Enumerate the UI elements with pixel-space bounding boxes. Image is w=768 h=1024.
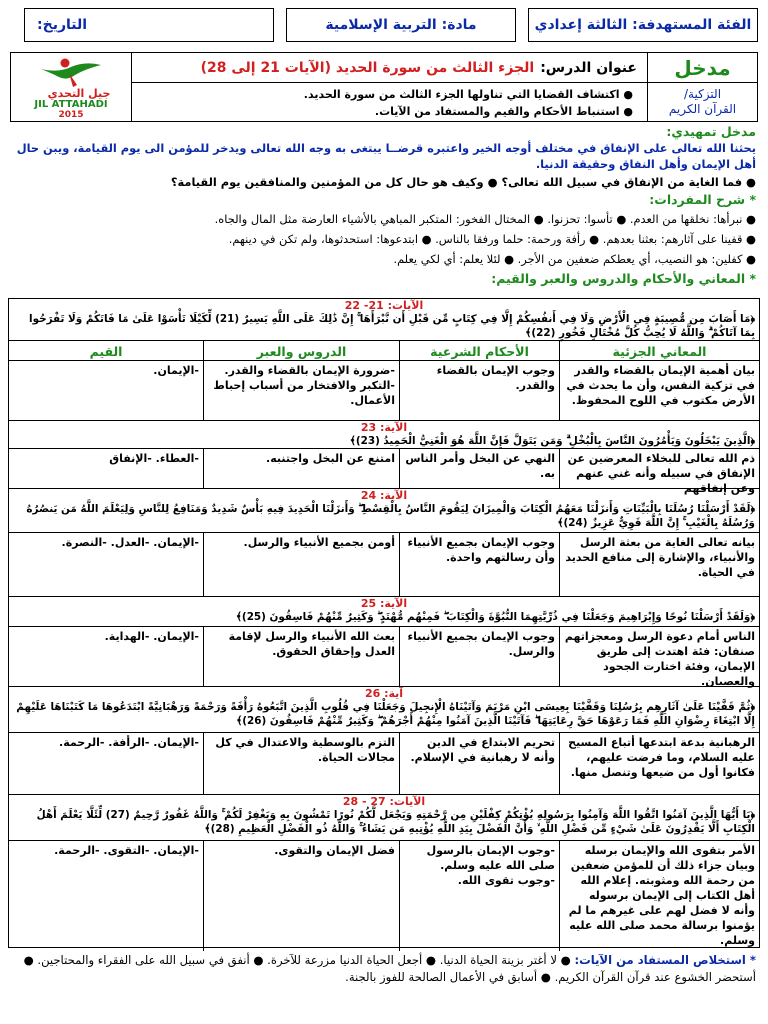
intro-section	[12, 124, 756, 287]
logo-year: 2015	[58, 110, 84, 120]
logo-latin: JIL ATTAHADI	[34, 99, 108, 110]
section-cell	[647, 53, 757, 121]
meanings-title: * المعاني والأحكام والدروس والعبر والقيم:	[491, 271, 756, 286]
verse-text: ﴿وَلَقَدْ أَرْسَلْنَا نُوحًا وَإِبْرَاهِيمَ وَجَعَلْنَا فِي ذُرِّيَّتِهِمَا النُّبُوَّةَ وَالْكِتَابَ ۖ فَمِنْهُم مُّهْتَدٍ ۖ وَكَثِيرٌ مِّنْهُمْ فَاسِقُونَ (25)﴾	[235, 611, 755, 623]
table-row	[9, 361, 759, 421]
verse-block	[9, 687, 759, 733]
lesson-cell: أومن بجميع الأنبياء والرسل.	[203, 533, 399, 596]
table-row	[9, 533, 759, 597]
takeaways-text: ● لا أغتر بزينة الحياة الدنيا. ● أجعل الحياة الدنيا مزرعة للآخرة. ● أنفق في سبيل الله على الفقراء والمحتاجين. ● أستحضر الخشوع عند قرآن القرآن الكريم. ● أسابق في الأعمال الصالحة للفوز بالجنة.	[23, 953, 756, 984]
verse-text: ﴿يَا أَيُّهَا الَّذِينَ آمَنُوا اتَّقُوا اللَّهَ وَآمِنُوا بِرَسُولِهِ يُؤْتِكُمْ كِفْلَيْنِ مِن رَّحْمَتِهِ وَيَجْعَل لَّكُمْ نُورًا تَمْشُونَ بِهِ وَيَغْفِرْ لَكُمْ ۚ وَاللَّهُ غَفُورٌ رَّحِيمٌ (27) لِّئَلَّا يَعْلَمَ أَهْلُ الْكِتَابِ أَلَّا يَقْدِرُونَ عَلَىٰ شَيْءٍ مِّن فَضْلِ اللَّهِ ۙ وَأَنَّ الْفَضْلَ بِيَدِ اللَّهِ يُؤْتِيهِ مَن يَشَاءُ ۚ وَاللَّهُ ذُو الْفَضْلِ الْعَظِيمِ (28)﴾	[36, 809, 755, 835]
subject-label: مادة: التربية الإسلامية	[286, 8, 516, 42]
value-cell: -الإيمان. -التقوى. -الرحمة.	[54, 844, 199, 857]
verse-block	[9, 489, 759, 533]
entry-line-2: القرآن الكريم	[668, 102, 737, 116]
ruling-cell: وجوب الإيمان بجميع الأنبياء وأن رسالتهم واحدة.	[399, 533, 559, 596]
lesson-cell: التزم بالوسطية والاعتدال في كل مجالات الحياة.	[203, 733, 399, 794]
goal-item: ● استنباط الأحكام والقيم والمستفاد من الآيات.	[374, 105, 633, 118]
verse-block	[9, 299, 759, 341]
lesson-title-row	[132, 53, 647, 83]
verse-title: الآية: 23	[360, 421, 408, 434]
ruling-cell: وجوب الإيمان بجميع الأنبياء والرسل.	[399, 627, 559, 686]
table-row	[9, 733, 759, 795]
goal-item: ● اكتشاف القضايا التي تناولها الجزء الثالث من سورة الحديد.	[303, 88, 633, 101]
value-cell: -الإيمان. -الرأفة. -الرحمة.	[59, 736, 199, 749]
meaning-cell: الناس أمام دعوة الرسل ومعجزاتهم صنفان: فئة اهتدت إلى طريق الإيمان، وفئة اختارت الجحود والعصيان.	[559, 627, 759, 686]
date-field: التاريخ:	[24, 8, 274, 42]
lesson-cell: بعث الله الأنبياء والرسل لإقامة العدل وإحقاق الحقوق.	[203, 627, 399, 686]
vocab-line: ● نبرأها: نخلقها من العدم. ● تأسوا: تحزنوا. ● المختال الفخور: المتكبر المباهي بالأشياء العارضة مثل المال والجاه.	[214, 212, 756, 226]
lesson-header	[10, 52, 758, 122]
meaning-cell: بيانه تعالى الغاية من بعثة الرسل والأنبياء، والإشارة إلى منافع الحديد في الحياة.	[559, 533, 759, 596]
column-header: الدروس والعبر	[203, 341, 399, 361]
ruling-cell: النهي عن البخل وأمر الناس به.	[399, 449, 559, 488]
logo	[11, 53, 131, 121]
analysis-table	[8, 298, 760, 948]
lesson-info	[131, 53, 647, 121]
lesson-cell: -ضرورة الإيمان بالقضاء والقدر. -التكبر والافتخار من أسباب إحباط الأعمال.	[203, 361, 399, 420]
table-row	[9, 449, 759, 495]
table-row	[9, 627, 759, 687]
target-category: الفئة المستهدفة: الثالثة إعدادي	[528, 8, 758, 42]
meaning-cell: الرهبانية بدعة ابتدعها أتباع المسيح عليه السلام، وما فرضت عليهم، فكانوا أول من ضيعها وتنصل منها.	[559, 733, 759, 794]
logo-arabic: جيل التحدي	[47, 87, 111, 100]
column-header: القيم	[89, 343, 123, 359]
intro-text: يحثنا الله تعالى على الإنفاق في مختلف أوجه الخير واعتبره قرضــا يبتغى به وجه الله تعالى ويدخر للمؤمن الى يوم القيامة، ويبن حال أهل الإيمان وأهل النفاق وحقيقة الدنيا.	[16, 141, 756, 171]
verse-text: ﴿ثُمَّ قَفَّيْنَا عَلَىٰ آثَارِهِم بِرُسُلِنَا وَقَفَّيْنَا بِعِيسَى ابْنِ مَرْيَمَ وَآتَيْنَاهُ الْإِنجِيلَ وَجَعَلْنَا فِي قُلُوبِ الَّذِينَ اتَّبَعُوهُ رَأْفَةً وَرَحْمَةً وَرَهْبَانِيَّةً ابْتَدَعُوهَا مَا كَتَبْنَاهَا عَلَيْهِمْ إِلَّا ابْتِغَاءَ رِضْوَانِ اللَّهِ فَمَا رَعَوْهَا حَقَّ رِعَايَتِهَا ۖ فَآتَيْنَا الَّذِينَ آمَنُوا مِنْهُمْ أَجْرَهُمْ ۖ وَكَثِيرٌ مِّنْهُمْ فَاسِقُونَ (26)﴾	[16, 701, 755, 727]
meaning-cell: الأمر بتقوى الله والإيمان برسله وبيان جزاء ذلك أن للمؤمن ضعفين من رحمة الله ومثوبته. إعلام الله أهل الكتاب إلى الإيمان برسوله وأنه لا فضل لهم على غيرهم ما لم يؤمنوا برسالة محمد صلى الله عليه وسلم.	[559, 841, 759, 951]
value-cell: -الإيمان.	[153, 364, 199, 377]
verse-block	[9, 597, 759, 627]
verse-title: الآيات: 27 - 28	[342, 795, 426, 808]
lesson-cell: فضل الإيمان والتقوى.	[203, 841, 399, 951]
ruling-cell: تحريم الابتداع في الدين وأنه لا رهبانية في الإسلام.	[399, 733, 559, 794]
value-cell: -الإيمان. -العدل. -النصرة.	[61, 536, 199, 549]
meaning-cell: ذم الله تعالى للبخلاء المعرضين عن الإنفاق في سبيله وأنه غني عنهم وعن إنفاقهم	[559, 449, 759, 488]
entry-label	[648, 83, 757, 121]
verse-title: الآية: 25	[360, 597, 408, 610]
lesson-title: الجزء الثالث من سورة الحديد (الآيات 21 إلى 28)	[200, 59, 535, 76]
ruling-cell: وجوب الإيمان بالقضاء والقدر.	[399, 361, 559, 420]
vocab-title: * شرح المفردات:	[649, 192, 756, 207]
verse-title: الآية: 24	[360, 489, 408, 502]
intro-questions: ● فما الغاية من الإنفاق في سبيل الله تعالى؟ ● وكيف هو حال كل من المؤمنين والمنافقين يوم القيامة؟	[170, 175, 756, 189]
value-cell: -الإيمان. -الهداية.	[104, 630, 199, 643]
vocab-line: ● كفلين: هو النصيب، أي يعطكم ضعفين من الأجر. ● لئلا يعلم: أي لكي يعلم.	[393, 252, 756, 266]
verse-title: آية: 26	[364, 687, 404, 700]
jil-attahadi-logo	[19, 55, 123, 119]
ruling-cell: -وجوب الإيمان بالرسول صلى الله عليه وسلم. -وجوب تقوى الله.	[399, 841, 559, 951]
lesson-label: عنوان الدرس:	[540, 59, 637, 76]
verse-block	[9, 421, 759, 449]
lesson-cell: امتنع عن البخل واجتنبه.	[203, 449, 399, 488]
table-header-row	[9, 341, 759, 361]
takeaways-section	[12, 952, 756, 986]
column-header: الأحكام الشرعية	[399, 341, 559, 361]
verse-title: الآيات: 21- 22	[344, 299, 424, 312]
vocab-line: ● قفينا على آثارهم: بعثنا بعدهم. ● رأفة ورحمة: حلما ورفقا بالناس. ● ابتدعوها: استحدثوها، ولم تكن في دينهم.	[228, 232, 756, 246]
value-cell: -العطاء. -الإنفاق	[109, 452, 199, 465]
verse-text: ﴿مَا أَصَابَ مِن مُّصِيبَةٍ فِي الْأَرْضِ وَلَا فِي أَنفُسِكُمْ إِلَّا فِي كِتَابٍ مِّن قَبْلِ أَن نَّبْرَأَهَا ۚ إِنَّ ذَٰلِكَ عَلَى اللَّهِ يَسِيرٌ (21) لِّكَيْلَا تَأْسَوْا عَلَىٰ مَا فَاتَكُمْ وَلَا تَفْرَحُوا بِمَا آتَاكُمْ ۗ وَاللَّهُ لَا يُحِبُّ كُلَّ مُخْتَالٍ فَخُورٍ (22)﴾	[29, 313, 755, 339]
column-header: المعاني الجزئية	[559, 341, 759, 361]
table-row	[9, 841, 759, 951]
intro-title: مدخل تمهيدي:	[666, 124, 756, 139]
section-title: مدخل	[648, 53, 757, 83]
verse-block	[9, 795, 759, 841]
takeaways-title: * استخلاص المستفاد من الآيات:	[574, 953, 756, 967]
lesson-goals	[132, 83, 647, 121]
entry-line-1: التزكية/	[683, 87, 722, 101]
verse-text: ﴿لَقَدْ أَرْسَلْنَا رُسُلَنَا بِالْبَيِّنَاتِ وَأَنزَلْنَا مَعَهُمُ الْكِتَابَ وَالْمِيزَانَ لِيَقُومَ النَّاسُ بِالْقِسْطِ ۖ وَأَنزَلْنَا الْحَدِيدَ فِيهِ بَأْسٌ شَدِيدٌ وَمَنَافِعُ لِلنَّاسِ وَلِيَعْلَمَ اللَّهُ مَن يَنصُرُهُ وَرُسُلَهُ بِالْغَيْبِ ۚ إِنَّ اللَّهَ قَوِيٌّ عَزِيزٌ (24)﴾	[26, 503, 755, 529]
meaning-cell: بيان أهمية الإيمان بالقضاء والقدر في تزكية النفس، وأن ما يحدث في الأرض مكتوب في اللوح المحفوظ.	[559, 361, 759, 420]
top-bar	[10, 8, 758, 42]
verse-text: ﴿الَّذِينَ يَبْخَلُونَ وَيَأْمُرُونَ النَّاسَ بِالْبُخْلِ ۗ وَمَن يَتَوَلَّ فَإِنَّ اللَّهَ هُوَ الْغَنِيُّ الْحَمِيدُ (23)﴾	[349, 435, 755, 447]
